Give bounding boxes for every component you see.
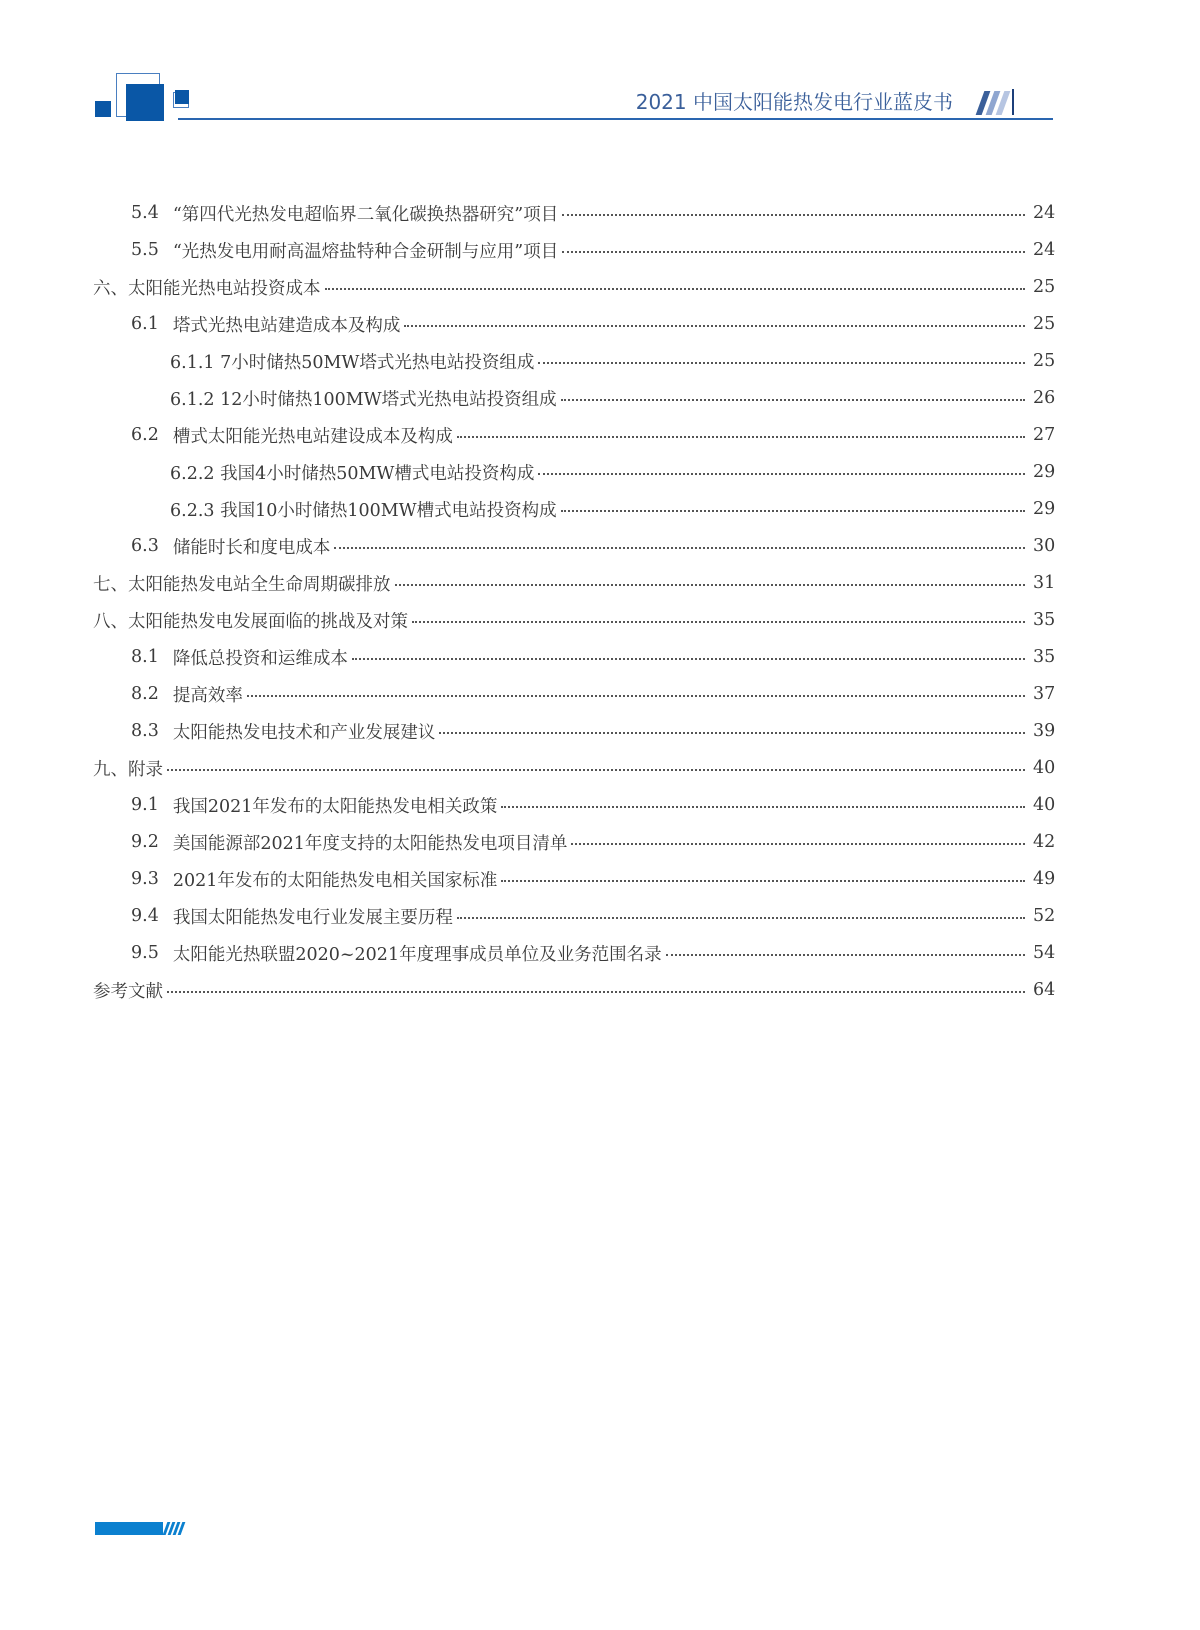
footer-bar — [95, 1522, 163, 1535]
toc-entry-title: 槽式太阳能光热电站建设成本及构成 — [172, 426, 453, 447]
toc-entry-title: “第四代光热发电超临界二氧化碳换热器研究”项目 — [172, 204, 559, 225]
toc-entry-page: 35 — [1033, 647, 1056, 667]
toc-entry-number: 8.2 — [131, 684, 159, 704]
toc-entry-title: 储能时长和度电成本 — [172, 537, 331, 558]
toc-leader-dots — [352, 658, 1025, 660]
header-rule — [178, 118, 1053, 120]
toc-entry-number: 6.3 — [131, 536, 159, 556]
toc-leader-dots — [167, 991, 1025, 993]
toc-leader-dots — [561, 399, 1025, 401]
toc-entry-page: 29 — [1033, 462, 1056, 482]
toc-entry-number: 9.2 — [131, 832, 159, 852]
toc-entry[interactable] — [170, 457, 1055, 487]
toc-entry[interactable] — [131, 864, 1055, 894]
toc-entry-page: 40 — [1033, 758, 1056, 778]
toc-entry-title: 提高效率 — [172, 685, 243, 706]
toc-entry[interactable] — [93, 975, 1055, 1005]
toc-entry-page: 39 — [1033, 721, 1056, 741]
toc-entry[interactable] — [131, 716, 1055, 746]
toc-leader-dots — [501, 880, 1025, 882]
toc-entry-title: 6.2.3 我国10小时储热100MW槽式电站投资构成 — [170, 500, 557, 521]
toc-entry-page: 52 — [1033, 906, 1056, 926]
toc-entry-page: 24 — [1033, 240, 1056, 260]
header-bar-icon — [1012, 89, 1014, 115]
toc-entry[interactable] — [131, 938, 1055, 968]
toc-entry-page: 27 — [1033, 425, 1056, 445]
toc-entry-title: 6.1.2 12小时储热100MW塔式光热电站投资组成 — [170, 389, 557, 410]
toc-entry-page: 29 — [1033, 499, 1056, 519]
toc-entry[interactable] — [131, 309, 1055, 339]
toc-leader-dots — [561, 510, 1025, 512]
toc-entry-title: 六、太阳能光热电站投资成本 — [93, 278, 321, 299]
toc-entry-title: 6.2.2 我国4小时储热50MW槽式电站投资构成 — [170, 463, 535, 484]
toc-entry[interactable] — [131, 235, 1055, 265]
logo-square-mini — [175, 90, 189, 104]
toc-entry[interactable] — [131, 679, 1055, 709]
toc-entry-title: 6.1.1 7小时储热50MW塔式光热电站投资组成 — [170, 352, 535, 373]
toc-entry-number: 5.4 — [131, 203, 159, 223]
toc-entry[interactable] — [93, 568, 1055, 598]
toc-leader-dots — [404, 325, 1025, 327]
toc-leader-dots — [666, 954, 1025, 956]
toc-entry-page: 30 — [1033, 536, 1056, 556]
toc-entry[interactable] — [131, 901, 1055, 931]
toc-entry-number: 9.1 — [131, 795, 159, 815]
toc-leader-dots — [334, 547, 1025, 549]
toc-entry-title: 美国能源部2021年度支持的太阳能热发电项目清单 — [172, 833, 568, 854]
toc-entry[interactable] — [93, 753, 1055, 783]
toc-entry-page: 25 — [1033, 351, 1056, 371]
toc-leader-dots — [457, 917, 1025, 919]
toc-entry-title: 我国太阳能热发电行业发展主要历程 — [172, 907, 453, 928]
toc-entry-title: 九、附录 — [93, 759, 163, 780]
toc-leader-dots — [501, 806, 1025, 808]
logo-square-large — [126, 84, 164, 121]
toc-entry-page: 54 — [1033, 943, 1056, 963]
toc-entry[interactable] — [170, 494, 1055, 524]
toc-entry-title: “光热发电用耐高温熔盐特种合金研制与应用”项目 — [172, 241, 559, 262]
toc-entry-number: 8.3 — [131, 721, 159, 741]
toc-entry-number: 6.1 — [131, 314, 159, 334]
toc-entry[interactable] — [93, 605, 1055, 635]
toc-leader-dots — [538, 473, 1025, 475]
toc-entry-page: 49 — [1033, 869, 1056, 889]
toc-entry-title: 太阳能热发电技术和产业发展建议 — [172, 722, 436, 743]
toc-entry-title: 我国2021年发布的太阳能热发电相关政策 — [172, 796, 498, 817]
toc-entry-page: 31 — [1033, 573, 1056, 593]
toc-entry-page: 35 — [1033, 610, 1056, 630]
toc-leader-dots — [412, 621, 1025, 623]
toc-entry-page: 25 — [1033, 314, 1056, 334]
toc-entry[interactable] — [131, 531, 1055, 561]
toc-entry[interactable] — [131, 642, 1055, 672]
toc-entry-title: 塔式光热电站建造成本及构成 — [172, 315, 401, 336]
toc-leader-dots — [538, 362, 1025, 364]
toc-entry-title: 降低总投资和运维成本 — [172, 648, 348, 669]
toc-entry-page: 24 — [1033, 203, 1056, 223]
toc-entry-page: 37 — [1033, 684, 1056, 704]
toc-entry-page: 42 — [1033, 832, 1056, 852]
page-header — [0, 0, 1200, 130]
toc-entry[interactable] — [131, 420, 1055, 450]
header-title: 2021 中国太阳能热发电行业蓝皮书 — [635, 90, 953, 114]
toc-leader-dots — [571, 843, 1025, 845]
toc-entry[interactable] — [131, 790, 1055, 820]
toc-entry[interactable] — [93, 272, 1055, 302]
toc-entry-title: 八、太阳能热发电发展面临的挑战及对策 — [93, 611, 408, 632]
toc-entry-title: 参考文献 — [93, 981, 163, 1002]
toc-entry-page: 25 — [1033, 277, 1056, 297]
toc-entry-number: 6.2 — [131, 425, 159, 445]
toc-leader-dots — [395, 584, 1026, 586]
toc-entry-page: 26 — [1033, 388, 1056, 408]
toc-entry-page: 64 — [1033, 980, 1056, 1000]
toc-leader-dots — [562, 214, 1025, 216]
toc-entry[interactable] — [170, 346, 1055, 376]
toc-entry-number: 9.4 — [131, 906, 159, 926]
toc-entry-title: 2021年发布的太阳能热发电相关国家标准 — [172, 870, 498, 891]
toc-entry-number: 8.1 — [131, 647, 159, 667]
toc-leader-dots — [325, 288, 1026, 290]
toc-leader-dots — [167, 769, 1025, 771]
toc-entry-page: 40 — [1033, 795, 1056, 815]
toc-leader-dots — [247, 695, 1025, 697]
toc-leader-dots — [457, 436, 1025, 438]
logo-square-small — [95, 101, 111, 117]
toc-leader-dots — [439, 732, 1025, 734]
toc-entry[interactable] — [170, 383, 1055, 413]
toc-entry-number: 9.5 — [131, 943, 159, 963]
toc-leader-dots — [562, 251, 1025, 253]
toc-entry[interactable] — [131, 198, 1055, 228]
toc-entry-title: 七、太阳能热发电站全生命周期碳排放 — [93, 574, 391, 595]
toc-entry[interactable] — [131, 827, 1055, 857]
toc-entry-number: 5.5 — [131, 240, 159, 260]
toc-entry-title: 太阳能光热联盟2020~2021年度理事成员单位及业务范围名录 — [172, 944, 662, 965]
toc-entry-number: 9.3 — [131, 869, 159, 889]
